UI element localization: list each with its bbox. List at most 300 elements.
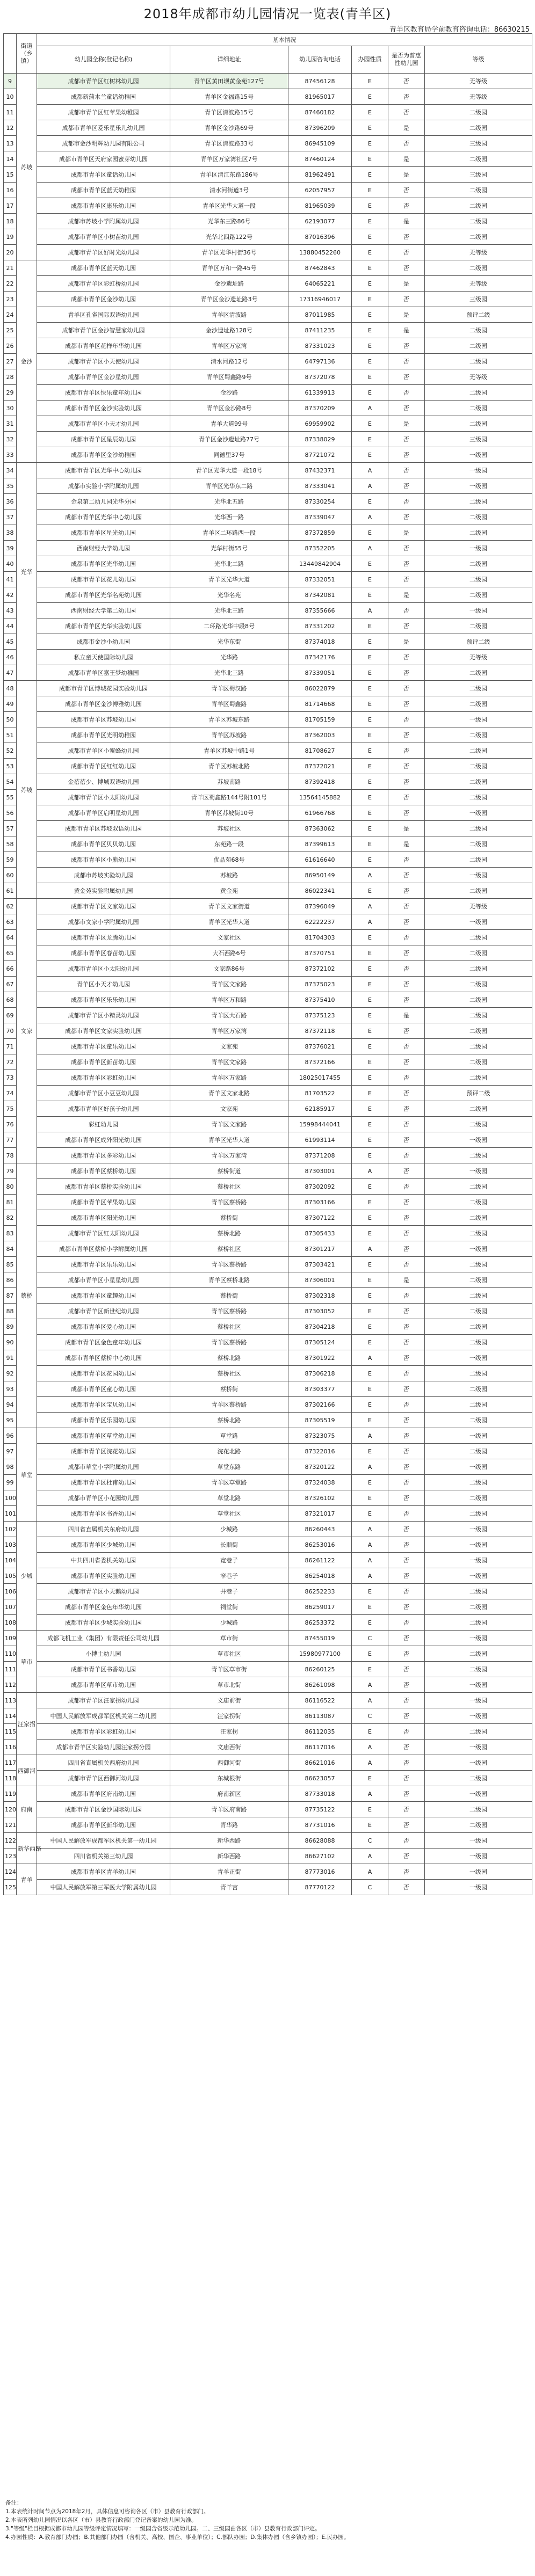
table-row [4,1631,532,1646]
cell-phone: 87731016 [288,1817,352,1833]
table-row [4,1210,532,1226]
cell-nature: E [352,260,388,276]
table-row [4,463,532,478]
cell-address: 青羊区蔡桥路 [170,1257,288,1272]
row-index: 95 [4,1413,17,1428]
cell-address: 蔡桥社区 [170,1241,288,1257]
row-index: 92 [4,1366,17,1381]
cell-phone: 87456128 [288,74,352,89]
cell-nature: C [352,1880,388,1895]
cell-inclusive: 否 [388,1677,425,1693]
cell-nature: E [352,369,388,385]
row-index: 15 [4,167,17,183]
table-row [4,1880,532,1895]
cell-address: 汪家拐 [170,1724,288,1740]
table-row [4,696,532,712]
cell-address: 青羊区黄田坝黄金苑127号 [170,74,288,89]
cell-grade: 一级园 [425,1849,532,1864]
row-index: 115 [4,1724,17,1740]
cell-inclusive: 否 [388,1054,425,1070]
row-index: 117 [4,1755,17,1771]
cell-nature: E [352,1366,388,1381]
cell-address: 窄巷子 [170,1568,288,1584]
cell-phone: 13880452260 [288,245,352,260]
cell-inclusive: 是 [388,120,425,136]
cell-grade: 一级园 [425,1864,532,1880]
cell-nature: E [352,1802,388,1817]
row-index: 125 [4,1880,17,1895]
cell-grade: 二级园 [425,1381,532,1397]
cell-inclusive: 否 [388,1413,425,1428]
cell-inclusive: 否 [388,1631,425,1646]
cell-nature: A [352,1350,388,1366]
cell-address: 青羊区蜀汉路 [170,681,288,696]
row-index: 54 [4,774,17,790]
table-row [4,1054,532,1070]
cell-inclusive: 否 [388,1506,425,1522]
cell-address: 青羊区光华村街36号 [170,245,288,260]
cell-inclusive: 否 [388,1163,425,1179]
cell-inclusive: 否 [388,665,425,681]
cell-name: 成都市青羊区花样年华幼儿园 [37,338,170,354]
table-row [4,1786,532,1802]
row-index: 13 [4,136,17,151]
row-index: 30 [4,401,17,416]
cell-inclusive: 否 [388,1257,425,1272]
cell-inclusive: 否 [388,1444,425,1459]
cell-grade: 一级园 [425,1568,532,1584]
cell-inclusive: 否 [388,1381,425,1397]
cell-phone: 86253372 [288,1615,352,1631]
cell-address: 蔡桥街 [170,1288,288,1304]
cell-nature: E [352,416,388,432]
cell-nature: A [352,868,388,883]
cell-grade: 二级园 [425,727,532,743]
cell-name: 成都市青羊区爱乐星乐儿幼儿园 [37,120,170,136]
cell-address: 青羊区蔡桥路 [170,1304,288,1319]
table-row [4,914,532,930]
table-row [4,805,532,821]
table-row [4,790,532,805]
table-row [4,1148,532,1163]
cell-name: 成都市青羊区乐乐幼儿园 [37,992,170,1008]
cell-name: 成都市青羊区光华幼儿园 [37,556,170,572]
basic-info-header: 基本情况 [37,34,532,46]
table-row [4,977,532,992]
table-row [4,1802,532,1817]
col-area-header: 街道（乡镇） [17,34,37,74]
cell-nature: A [352,899,388,914]
cell-inclusive: 否 [388,712,425,727]
table-row [4,572,532,587]
cell-grade: 二级园 [425,1148,532,1163]
cell-phone: 61966768 [288,805,352,821]
cell-grade: 二级园 [425,774,532,790]
district-cell: 草市 [17,1631,37,1693]
row-index: 108 [4,1615,17,1631]
cell-nature: E [352,432,388,447]
cell-nature: E [352,338,388,354]
cell-name: 成都市青羊区草堂幼儿园 [37,1428,170,1444]
row-index: 61 [4,883,17,899]
cell-address: 青羊区蜀鑫路 [170,696,288,712]
cell-nature: E [352,1272,388,1288]
cell-name: 成都市青羊区光华中心幼儿园 [37,463,170,478]
row-index: 32 [4,432,17,447]
cell-nature: E [352,1039,388,1054]
cell-name: 四川省直属机关东府幼儿园 [37,1522,170,1537]
row-index: 74 [4,1086,17,1101]
cell-grade: 一级园 [425,1693,532,1708]
cell-inclusive: 否 [388,478,425,494]
cell-nature: E [352,214,388,229]
cell-grade: 二级园 [425,1319,532,1335]
cell-phone: 15980977100 [288,1646,352,1662]
cell-phone: 87770122 [288,1880,352,1895]
cell-nature: E [352,1008,388,1023]
cell-address: 青羊区蜀鑫路144号附101号 [170,790,288,805]
cell-phone: 87307122 [288,1210,352,1226]
row-index: 58 [4,836,17,852]
cell-name: 成都市青羊区爱心幼儿园 [37,1319,170,1335]
cell-nature: E [352,759,388,774]
cell-address: 蔡桥社区 [170,1319,288,1335]
col-nature-header: 办园性质 [352,46,388,74]
cell-grade: 二级园 [425,1662,532,1677]
cell-name: 成都市青羊区光明幼稚园 [37,727,170,743]
table-body [4,74,532,1895]
hotline-number: 86630215 [494,26,530,34]
row-index: 44 [4,618,17,634]
cell-inclusive: 否 [388,1615,425,1631]
cell-phone: 87303421 [288,1257,352,1272]
cell-inclusive: 否 [388,930,425,945]
cell-name: 成都市青羊区文家幼儿园 [37,899,170,914]
hotline-label: 青羊区教育局学前教育咨询电话： [389,26,494,34]
table-row [4,868,532,883]
cell-name: 成都市青羊区成外阳光幼儿园 [37,1132,170,1148]
row-index: 31 [4,416,17,432]
cell-grade: 一级园 [425,1755,532,1771]
cell-grade: 预评二级 [425,307,532,323]
cell-phone: 87302318 [288,1288,352,1304]
row-index: 85 [4,1257,17,1272]
table-row [4,650,532,665]
col-index-header [4,34,17,74]
cell-address: 青羊区光华东二路 [170,478,288,494]
cell-grade: 一级园 [425,1880,532,1895]
table-row [4,1023,532,1039]
row-index: 33 [4,447,17,463]
note-line: 1.本表统计时间节点为2018年2月，具体信息可咨询各区（市）县教育行政部门。 [5,2508,209,2515]
col-address-header: 详细地址 [170,46,288,74]
row-index: 73 [4,1070,17,1086]
cell-nature: E [352,790,388,805]
district-cell: 西御河 [17,1755,37,1786]
cell-grade: 二级园 [425,1179,532,1195]
table-row [4,1662,532,1677]
table-row [4,1366,532,1381]
cell-inclusive: 否 [388,385,425,401]
cell-nature: E [352,1413,388,1428]
note-line: 备注： [5,2500,23,2506]
cell-phone: 87396209 [288,120,352,136]
cell-inclusive: 否 [388,1226,425,1241]
row-index: 80 [4,1179,17,1195]
cell-phone: 87432371 [288,463,352,478]
cell-inclusive: 否 [388,1210,425,1226]
cell-grade: 二级园 [425,1272,532,1288]
cell-inclusive: 是 [388,525,425,541]
cell-address: 井巷子 [170,1584,288,1599]
table-row [4,1553,532,1568]
cell-name: 成都市青羊区文家实验幼儿园 [37,1023,170,1039]
cell-inclusive: 否 [388,914,425,930]
cell-address: 优品苑68号 [170,852,288,868]
cell-address: 金沙遗址路128号 [170,323,288,338]
cell-inclusive: 否 [388,603,425,618]
table-row [4,1599,532,1615]
cell-inclusive: 否 [388,650,425,665]
cell-name: 成都市青羊区小太阳幼儿园 [37,961,170,977]
consult-hotline [389,24,530,34]
table-row [4,525,532,541]
cell-nature: E [352,1397,388,1413]
cell-address: 青羊区草市街 [170,1662,288,1677]
cell-grade: 无等级 [425,245,532,260]
cell-grade: 一级园 [425,1740,532,1755]
cell-name: 成都市实验小学附属幼儿园 [37,478,170,494]
cell-address: 光华北三路 [170,603,288,618]
row-index: 102 [4,1522,17,1537]
cell-inclusive: 否 [388,1288,425,1304]
cell-inclusive: 否 [388,572,425,587]
row-index: 81 [4,1195,17,1210]
cell-inclusive: 是 [388,1008,425,1023]
row-index: 86 [4,1272,17,1288]
row-index: 46 [4,650,17,665]
table-row [4,1086,532,1101]
cell-grade: 一级园 [425,1833,532,1849]
cell-name: 成都市青羊区蓝天幼稚园 [37,183,170,198]
cell-name: 成都市青羊区博城花园实验幼儿园 [37,681,170,696]
cell-inclusive: 否 [388,727,425,743]
cell-grade: 二级园 [425,1771,532,1786]
cell-name: 成都市青羊区苹果幼儿园 [37,1195,170,1210]
cell-address: 光华名苑 [170,587,288,603]
cell-phone: 86621016 [288,1755,352,1771]
table-row [4,167,532,183]
row-index: 66 [4,961,17,977]
cell-nature: E [352,136,388,151]
table-row [4,1257,532,1272]
cell-grade: 无等级 [425,650,532,665]
cell-phone: 87301217 [288,1241,352,1257]
cell-grade: 无等级 [425,74,532,89]
cell-inclusive: 否 [388,1693,425,1708]
cell-grade: 二级园 [425,401,532,416]
cell-inclusive: 否 [388,1599,425,1615]
table-row [4,1537,532,1553]
table-row [4,852,532,868]
cell-address: 苏坡社区 [170,821,288,836]
cell-name: 成都市青羊区龙腾幼儿园 [37,930,170,945]
cell-nature: A [352,1537,388,1553]
cell-grade: 预评二级 [425,634,532,650]
note-line: 4.办园性质：A.教育部门办园；B.其他部门办园（含机关、高校、国企、事业单位）；C.部队办园；D.集体办园（含乡镇办园）；E.民办园。 [5,2534,350,2541]
cell-name: 成都市青羊区小精灵幼儿园 [37,1008,170,1023]
cell-grade: 一级园 [425,1631,532,1646]
cell-address: 金沙路 [170,385,288,401]
cell-address: 青羊区金沙路69号 [170,120,288,136]
cell-address: 清水河路12号 [170,354,288,369]
cell-phone: 62057957 [288,183,352,198]
cell-name: 成都市青羊区乐园幼儿园 [37,1413,170,1428]
table-row [4,1008,532,1023]
row-index: 109 [4,1631,17,1646]
cell-name: 成都市青羊区嘉王梦幼稚园 [37,665,170,681]
table-row [4,681,532,696]
row-index: 104 [4,1553,17,1568]
cell-name: 成都市草堂小学附属幼儿园 [37,1459,170,1475]
cell-address: 青羊区万家湾 [170,1023,288,1039]
cell-address: 蔡桥社区 [170,1179,288,1195]
cell-inclusive: 否 [388,852,425,868]
kindergarten-table [3,33,532,1895]
table-row [4,276,532,292]
cell-phone: 87303166 [288,1195,352,1210]
cell-inclusive: 否 [388,1241,425,1257]
cell-phone: 86252233 [288,1584,352,1599]
row-index: 25 [4,323,17,338]
cell-grade: 二级园 [425,1257,532,1272]
row-index: 121 [4,1817,17,1833]
table-row [4,961,532,977]
cell-nature: E [352,1117,388,1132]
cell-inclusive: 否 [388,1086,425,1101]
cell-name: 黄金苑实验附属幼儿园 [37,883,170,899]
row-index: 39 [4,541,17,556]
cell-inclusive: 否 [388,1880,425,1895]
cell-name: 成都市青羊区小天才幼儿园 [37,416,170,432]
cell-name: 成都市青羊区金沙智慧家幼儿园 [37,323,170,338]
row-index: 118 [4,1771,17,1786]
cell-phone: 81714668 [288,696,352,712]
cell-phone: 81704303 [288,930,352,945]
cell-address: 草市北街 [170,1677,288,1693]
district-cell: 苏坡 [17,74,37,260]
cell-phone: 87375123 [288,1008,352,1023]
table-row [4,1615,532,1631]
row-index: 17 [4,198,17,214]
table-row [4,1506,532,1522]
cell-grade: 无等级 [425,899,532,914]
cell-address: 光华北三路 [170,665,288,681]
cell-grade: 二级园 [425,416,532,432]
table-row [4,416,532,432]
cell-address: 苏坡南路 [170,774,288,790]
cell-address: 青羊区万和路 [170,992,288,1008]
cell-grade: 二级园 [425,510,532,525]
row-index: 62 [4,899,17,914]
cell-nature: E [352,883,388,899]
cell-inclusive: 否 [388,681,425,696]
cell-nature: A [352,914,388,930]
cell-phone: 87460182 [288,105,352,120]
cell-phone: 87342176 [288,650,352,665]
cell-inclusive: 否 [388,432,425,447]
cell-grade: 二级园 [425,494,532,510]
row-index: 83 [4,1226,17,1241]
cell-address: 青羊区万家湾 [170,338,288,354]
cell-grade: 二级园 [425,1490,532,1506]
cell-grade: 二级园 [425,105,532,120]
row-index: 107 [4,1599,17,1615]
cell-inclusive: 否 [388,1755,425,1771]
table-row [4,323,532,338]
cell-inclusive: 否 [388,1023,425,1039]
cell-address: 苏坡路 [170,868,288,883]
row-index: 82 [4,1210,17,1226]
table-row [4,1272,532,1288]
row-index: 16 [4,183,17,198]
cell-nature: E [352,151,388,167]
row-index: 112 [4,1677,17,1693]
cell-nature: E [352,105,388,120]
cell-phone: 87302092 [288,1179,352,1195]
row-index: 96 [4,1428,17,1444]
cell-nature: E [352,634,388,650]
cell-grade: 二级园 [425,587,532,603]
cell-address: 文家社区 [170,930,288,945]
cell-grade: 二级园 [425,759,532,774]
table-row [4,1179,532,1195]
cell-nature: A [352,1428,388,1444]
cell-address: 东城根街 [170,1771,288,1786]
cell-grade: 三级园 [425,432,532,447]
cell-phone: 87303001 [288,1163,352,1179]
row-index: 63 [4,914,17,930]
cell-phone: 81965017 [288,89,352,105]
row-index: 41 [4,572,17,587]
cell-inclusive: 否 [388,1117,425,1132]
row-index: 100 [4,1490,17,1506]
cell-inclusive: 否 [388,292,425,307]
cell-grade: 一级园 [425,712,532,727]
cell-phone: 87326102 [288,1490,352,1506]
cell-name: 成都市青羊区金沙实验幼儿园 [37,401,170,416]
cell-address: 青羊区光华大道一段 [170,198,288,214]
cell-grade: 二级园 [425,1117,532,1132]
cell-name: 青羊区小天才幼儿园 [37,977,170,992]
cell-address: 大石西路6号 [170,945,288,961]
district-cell: 苏坡 [17,681,37,899]
table-row [4,899,532,914]
cell-nature: E [352,556,388,572]
cell-name: 成都市青羊区花园幼儿园 [37,1366,170,1381]
cell-phone: 87331023 [288,338,352,354]
cell-inclusive: 否 [388,260,425,276]
cell-grade: 二级园 [425,1584,532,1599]
cell-grade: 二级园 [425,1475,532,1490]
cell-address: 府南新区 [170,1786,288,1802]
table-row [4,1163,532,1179]
cell-nature: E [352,385,388,401]
cell-nature: A [352,1693,388,1708]
cell-grade: 二级园 [425,665,532,681]
cell-phone: 86116522 [288,1693,352,1708]
row-index: 101 [4,1506,17,1522]
